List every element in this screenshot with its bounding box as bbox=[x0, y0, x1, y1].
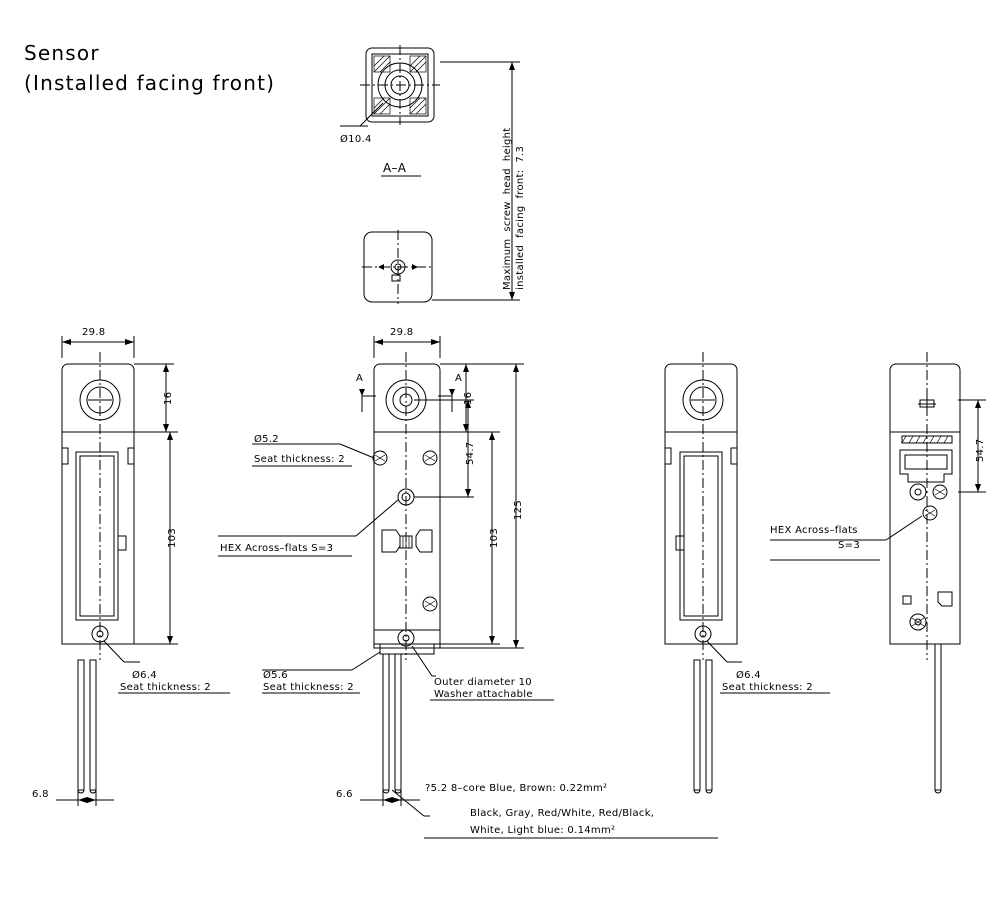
cable-note-line1: ?5.2 8–core Blue, Brown: 0.22mm² bbox=[425, 783, 608, 794]
callout-washer-line1: Outer diameter 10 bbox=[434, 677, 532, 688]
callout-seat-6-4-left-line2: Seat thickness: 2 bbox=[120, 682, 211, 693]
dim-16-center: 16 bbox=[463, 391, 474, 405]
dim-16-left: 16 bbox=[163, 391, 174, 405]
section-marker-left-label: A bbox=[356, 373, 364, 384]
dim-125-center: 125 bbox=[513, 500, 524, 520]
view-right-elevation bbox=[665, 352, 830, 793]
callout-hex-right-line1: HEX Across–flats bbox=[770, 525, 858, 536]
top-plan-view bbox=[362, 230, 434, 304]
callout-seat-5-2-line2: Seat thickness: 2 bbox=[254, 454, 345, 465]
callout-hex-right-line2: S=3 bbox=[838, 540, 860, 551]
callout-seat-6-4-right-line1: Ø6.4 bbox=[736, 670, 761, 681]
view-center-elevation bbox=[218, 336, 718, 838]
callout-seat-5-6-line1: Ø5.6 bbox=[263, 670, 288, 681]
callout-washer-line2: Washer attachable bbox=[434, 689, 533, 700]
dim-54-7-center: 54.7 bbox=[465, 441, 476, 465]
callout-seat-6-4-right-line2: Seat thickness: 2 bbox=[722, 682, 813, 693]
diameter-10-4-label: Ø10.4 bbox=[340, 134, 372, 145]
dim-103-left: 103 bbox=[167, 528, 178, 548]
screw-head-height-note: Maximum screw head height bbox=[502, 127, 513, 290]
dim-cable-left: 6.8 bbox=[32, 789, 49, 800]
callout-hex-center: HEX Across–flats S=3 bbox=[220, 543, 334, 554]
dim-width-left: 29.8 bbox=[82, 327, 106, 338]
page-title-line1: Sensor bbox=[24, 41, 100, 65]
dim-width-center: 29.8 bbox=[390, 327, 414, 338]
callout-seat-5-2-line1: Ø5.2 bbox=[254, 434, 279, 445]
view-side-elevation bbox=[770, 352, 986, 793]
callout-seat-6-4-left-line1: Ø6.4 bbox=[132, 670, 157, 681]
dim-54-7-right: 54.7 bbox=[975, 438, 986, 462]
section-aa-label: A–A bbox=[383, 161, 407, 175]
installed-facing-front-note: installed facing front: 7.3 bbox=[515, 145, 526, 290]
section-aa-view bbox=[340, 45, 440, 176]
section-marker-right-label: A bbox=[455, 373, 463, 384]
dim-103-center: 103 bbox=[489, 528, 500, 548]
dim-cable-center: 6.6 bbox=[336, 789, 353, 800]
view-left-elevation bbox=[56, 336, 230, 806]
page-title-line2: (Installed facing front) bbox=[24, 71, 276, 95]
cable-note-line2: Black, Gray, Red/White, Red/Black, bbox=[470, 808, 655, 819]
cable-note-line3: White, Light blue: 0.14mm² bbox=[470, 825, 616, 836]
callout-seat-5-6-line2: Seat thickness: 2 bbox=[263, 682, 354, 693]
